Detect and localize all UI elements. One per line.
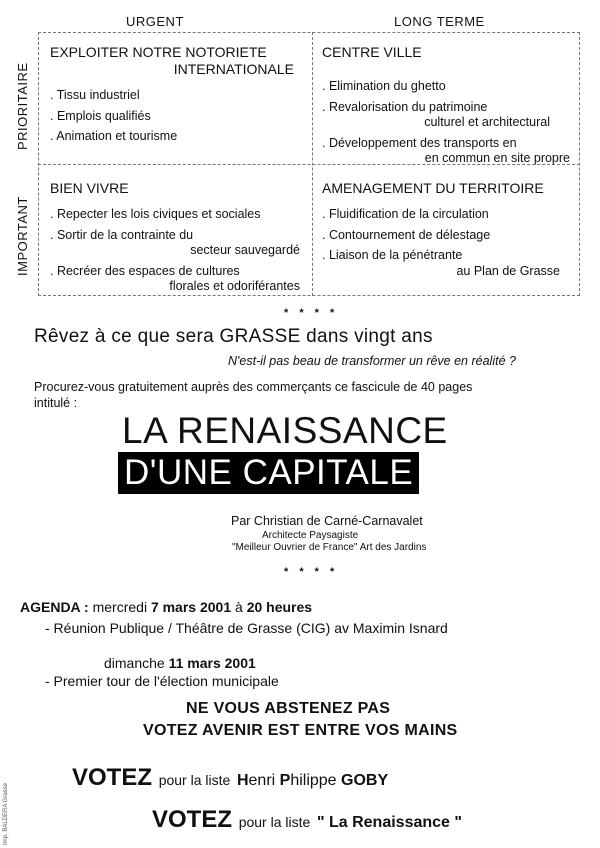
list-item [50, 207, 302, 223]
column-header-long-terme: LONG TERME [394, 14, 485, 29]
quadrant-longterme-prioritaire [322, 44, 570, 172]
author-role-1: Architecte Paysagiste [262, 530, 359, 541]
quadrant-title: AMENAGEMENT DU TERRITOIRE [322, 180, 544, 196]
agenda-event-1: - Réunion Publique / Théâtre de Grasse (CIG) av Maximin Isnard [45, 620, 448, 636]
book-title-line-1: LA RENAISSANCE [122, 410, 448, 451]
agenda-day1-mid: à [231, 599, 247, 615]
offer-line-2: intitulé : [34, 396, 78, 410]
candidate-name-part: hilippe [290, 772, 342, 789]
candidate-initial: H [236, 772, 249, 789]
candidate-initial: P [279, 772, 291, 789]
quadrant-list [50, 207, 302, 295]
list-item-line: . Elimination du ghetto [322, 79, 446, 93]
candidate-surname: GOBY [341, 772, 389, 789]
list-item [50, 228, 302, 259]
quadrant-title-line: EXPLOITER NOTRE NOTORIETE [50, 44, 267, 60]
list-item: . Animation et tourisme [50, 129, 178, 143]
list-item-line: . Liaison de la pénétrante [322, 248, 463, 262]
candidate-name [237, 772, 388, 789]
book-author: Par Christian de Carné-Carnavalet [231, 514, 423, 528]
agenda-day1-date: 7 mars 2001 [150, 599, 232, 615]
column-header-urgent: URGENT [126, 14, 184, 29]
list-item [322, 79, 570, 95]
quadrant-title: BIEN VIVRE [50, 180, 129, 196]
list-item-line: . Fluidification de la circulation [322, 207, 489, 221]
agenda-line-2 [104, 655, 256, 671]
agenda-day2-pre: dimanche [104, 655, 169, 671]
row-label-prioritaire: PRIORITAIRE [15, 62, 30, 150]
list-item-line: secteur sauvegardé [190, 243, 300, 257]
quadrant-title [50, 44, 300, 78]
candidate-name-part: enri [248, 772, 280, 789]
quadrant-urgent-prioritaire [50, 44, 300, 150]
agenda-day1-pre: mercredi [88, 599, 151, 615]
quadrant-longterme-important [322, 180, 570, 284]
list-item [50, 264, 302, 295]
vote-line-1 [72, 764, 388, 792]
list-item-line: culturel et architectural [424, 115, 550, 129]
separator-stars: * * * * [284, 307, 339, 319]
list-item [322, 136, 570, 167]
list-item-line: . Revalorisation du patrimoine [322, 99, 488, 114]
quadrant-list [322, 79, 570, 167]
agenda-day2-date: 11 mars 2001 [168, 655, 256, 671]
list-name: " La Renaissance " [316, 814, 462, 831]
agenda-event-2: - Premier tour de l'élection municipale [45, 673, 279, 689]
slogan-line-1: NE VOUS ABSTENEZ PAS [186, 700, 391, 717]
list-item-line: . Sortir de la contrainte du [50, 227, 194, 242]
list-item-line: . Développement des transports en [322, 135, 517, 150]
vote-line-2 [152, 806, 462, 834]
quadrant-urgent-important [50, 180, 302, 300]
quadrant-title-line: INTERNATIONALE [173, 61, 294, 77]
list-item-line: au Plan de Grasse [456, 263, 560, 278]
list-item-line: . Repecter les lois civiques et sociales [50, 207, 261, 221]
list-item-line: en commun en site propre [424, 151, 570, 165]
list-item [322, 100, 570, 131]
quadrant-list [322, 207, 570, 279]
list-item: . Tissu industriel [50, 88, 140, 102]
imprint-text: Imp. BALDERA Grasse [3, 782, 9, 845]
agenda-line-1 [20, 599, 312, 615]
quadrant-list [50, 88, 300, 145]
list-item [322, 228, 570, 244]
list-item-line: . Contournement de délestage [322, 227, 491, 242]
agenda-label: AGENDA : [20, 599, 89, 615]
list-item: . Emplois qualifiés [50, 108, 151, 123]
slogan-line-2: VOTEZ AVENIR EST ENTRE VOS MAINS [143, 722, 458, 739]
votez-word: VOTEZ [152, 806, 233, 833]
offer-line-1: Procurez-vous gratuitement auprès des commerçants ce fascicule de 40 pages [34, 380, 473, 394]
list-item-line: . Recréer des espaces de cultures [50, 263, 240, 278]
book-title-line-2: D'UNE CAPITALE [118, 452, 419, 494]
pour-la-liste: pour la liste [238, 814, 311, 830]
quadrant-title: CENTRE VILLE [322, 44, 422, 60]
pour-la-liste: pour la liste [158, 772, 231, 788]
dream-subline: N'est-il pas beau de transformer un rêve en réalité ? [228, 354, 516, 368]
separator-stars: * * * * [284, 566, 339, 578]
row-label-important: IMPORTANT [15, 196, 30, 276]
list-item [322, 248, 570, 279]
list-item-line: florales et odoriférantes [169, 279, 300, 293]
author-role-2: "Meilleur Ouvrier de France" Art des Jardins [232, 542, 427, 553]
votez-word: VOTEZ [72, 764, 153, 791]
dream-headline: Rêvez à ce que sera GRASSE dans vingt ans [34, 326, 433, 347]
agenda-day1-time: 20 heures [246, 599, 313, 615]
list-item [322, 207, 570, 223]
